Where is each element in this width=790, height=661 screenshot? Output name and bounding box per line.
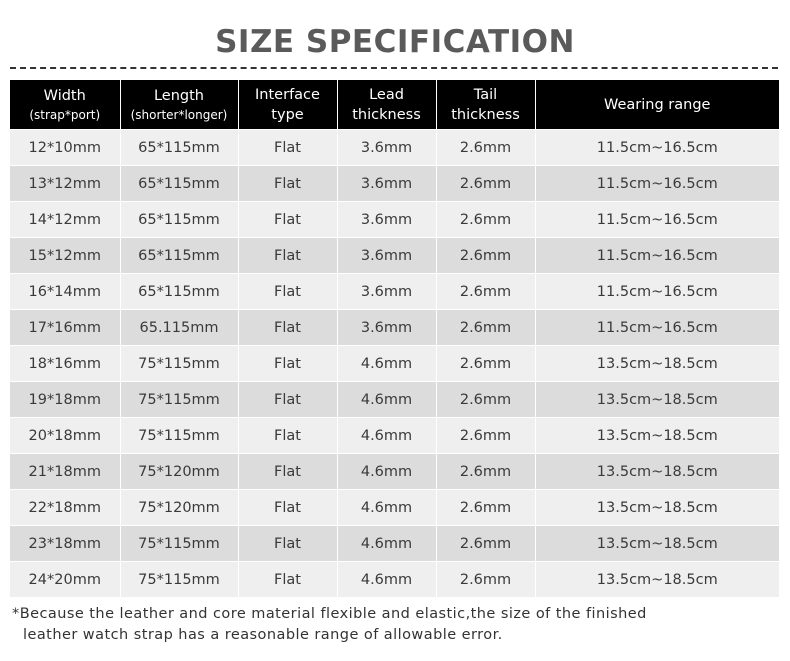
- cell-length: 75*115mm: [120, 346, 238, 382]
- cell-wearing-range: 13.5cm~18.5cm: [535, 382, 779, 418]
- cell-interface-type: Flat: [238, 166, 337, 202]
- page-title: SIZE SPECIFICATION: [215, 24, 575, 60]
- cell-width: 20*18mm: [10, 418, 120, 454]
- cell-interface-type: Flat: [238, 310, 337, 346]
- table-header-row: [10, 80, 779, 130]
- cell-wearing-range: 13.5cm~18.5cm: [535, 454, 779, 490]
- cell-wearing-range: 13.5cm~18.5cm: [535, 418, 779, 454]
- cell-wearing-range: 13.5cm~18.5cm: [535, 346, 779, 382]
- cell-width: 21*18mm: [10, 454, 120, 490]
- cell-lead-thickness: 4.6mm: [337, 526, 436, 562]
- table-row: [10, 202, 779, 238]
- table-row: [10, 310, 779, 346]
- cell-interface-type: Flat: [238, 202, 337, 238]
- cell-tail-thickness: 2.6mm: [436, 526, 535, 562]
- cell-wearing-range: 11.5cm~16.5cm: [535, 166, 779, 202]
- cell-width: 23*18mm: [10, 526, 120, 562]
- table-row: [10, 418, 779, 454]
- cell-wearing-range: 13.5cm~18.5cm: [535, 490, 779, 526]
- cell-width: 24*20mm: [10, 562, 120, 598]
- footnote-line-2: leather watch strap has a reasonable range of allowable error.: [23, 627, 503, 643]
- cell-lead-thickness: 4.6mm: [337, 490, 436, 526]
- table-row: [10, 274, 779, 310]
- size-specification-table: [10, 80, 779, 597]
- cell-tail-thickness: 2.6mm: [436, 130, 535, 166]
- cell-width: 18*16mm: [10, 346, 120, 382]
- header-label: Interface: [255, 86, 320, 103]
- cell-lead-thickness: 3.6mm: [337, 202, 436, 238]
- cell-tail-thickness: 2.6mm: [436, 562, 535, 598]
- table-body: [10, 130, 779, 598]
- header-label: Width: [43, 87, 86, 104]
- cell-length: 65*115mm: [120, 238, 238, 274]
- cell-tail-thickness: 2.6mm: [436, 346, 535, 382]
- cell-length: 75*120mm: [120, 490, 238, 526]
- cell-length: 65.115mm: [120, 310, 238, 346]
- header-wearing-range: [535, 80, 779, 130]
- header-sublabel: (strap*port): [29, 107, 101, 122]
- cell-length: 75*115mm: [120, 526, 238, 562]
- cell-wearing-range: 13.5cm~18.5cm: [535, 526, 779, 562]
- cell-width: 17*16mm: [10, 310, 120, 346]
- cell-tail-thickness: 2.6mm: [436, 238, 535, 274]
- table-row: [10, 130, 779, 166]
- cell-tail-thickness: 2.6mm: [436, 310, 535, 346]
- header-lead-thickness: [337, 80, 436, 130]
- cell-tail-thickness: 2.6mm: [436, 454, 535, 490]
- cell-wearing-range: 11.5cm~16.5cm: [535, 238, 779, 274]
- cell-interface-type: Flat: [238, 274, 337, 310]
- cell-wearing-range: 11.5cm~16.5cm: [535, 274, 779, 310]
- cell-length: 75*115mm: [120, 382, 238, 418]
- table-row: [10, 454, 779, 490]
- footnote: [12, 604, 782, 646]
- header-sublabel: thickness: [451, 106, 520, 123]
- cell-lead-thickness: 3.6mm: [337, 310, 436, 346]
- header-length: [120, 80, 238, 130]
- cell-length: 75*115mm: [120, 562, 238, 598]
- cell-wearing-range: 11.5cm~16.5cm: [535, 202, 779, 238]
- cell-width: 22*18mm: [10, 490, 120, 526]
- cell-lead-thickness: 4.6mm: [337, 418, 436, 454]
- cell-length: 65*115mm: [120, 130, 238, 166]
- cell-length: 65*115mm: [120, 202, 238, 238]
- table-row: [10, 562, 779, 598]
- cell-interface-type: Flat: [238, 382, 337, 418]
- table-row: [10, 166, 779, 202]
- cell-tail-thickness: 2.6mm: [436, 274, 535, 310]
- cell-lead-thickness: 3.6mm: [337, 238, 436, 274]
- cell-tail-thickness: 2.6mm: [436, 166, 535, 202]
- header-width: [10, 80, 120, 130]
- cell-width: 15*12mm: [10, 238, 120, 274]
- cell-interface-type: Flat: [238, 418, 337, 454]
- header-label: Lead: [369, 86, 404, 103]
- cell-tail-thickness: 2.6mm: [436, 490, 535, 526]
- cell-length: 75*115mm: [120, 418, 238, 454]
- dashed-divider: [10, 67, 778, 69]
- cell-lead-thickness: 4.6mm: [337, 346, 436, 382]
- cell-tail-thickness: 2.6mm: [436, 418, 535, 454]
- cell-lead-thickness: 3.6mm: [337, 130, 436, 166]
- cell-width: 19*18mm: [10, 382, 120, 418]
- cell-lead-thickness: 4.6mm: [337, 454, 436, 490]
- cell-tail-thickness: 2.6mm: [436, 202, 535, 238]
- cell-wearing-range: 13.5cm~18.5cm: [535, 562, 779, 598]
- cell-interface-type: Flat: [238, 130, 337, 166]
- footnote-line-1: *Because the leather and core material flexible and elastic,the size of the finished: [12, 606, 647, 622]
- header-label: Wearing range: [604, 96, 711, 113]
- cell-interface-type: Flat: [238, 346, 337, 382]
- cell-length: 65*115mm: [120, 166, 238, 202]
- cell-lead-thickness: 3.6mm: [337, 274, 436, 310]
- header-sublabel: type: [271, 106, 304, 123]
- cell-lead-thickness: 3.6mm: [337, 166, 436, 202]
- table-row: [10, 346, 779, 382]
- cell-width: 14*12mm: [10, 202, 120, 238]
- table-row: [10, 382, 779, 418]
- cell-interface-type: Flat: [238, 526, 337, 562]
- cell-length: 65*115mm: [120, 274, 238, 310]
- cell-wearing-range: 11.5cm~16.5cm: [535, 130, 779, 166]
- cell-interface-type: Flat: [238, 490, 337, 526]
- cell-length: 75*120mm: [120, 454, 238, 490]
- cell-lead-thickness: 4.6mm: [337, 382, 436, 418]
- cell-width: 13*12mm: [10, 166, 120, 202]
- cell-interface-type: Flat: [238, 238, 337, 274]
- table-row: [10, 490, 779, 526]
- cell-width: 12*10mm: [10, 130, 120, 166]
- cell-lead-thickness: 4.6mm: [337, 562, 436, 598]
- header-label: Length: [153, 87, 204, 104]
- cell-width: 16*14mm: [10, 274, 120, 310]
- table-row: [10, 526, 779, 562]
- header-tail-thickness: [436, 80, 535, 130]
- table-row: [10, 238, 779, 274]
- cell-tail-thickness: 2.6mm: [436, 382, 535, 418]
- header-sublabel: thickness: [352, 106, 421, 123]
- cell-interface-type: Flat: [238, 454, 337, 490]
- cell-interface-type: Flat: [238, 562, 337, 598]
- cell-wearing-range: 11.5cm~16.5cm: [535, 310, 779, 346]
- header-sublabel: (shorter*longer): [130, 107, 228, 122]
- header-label: Tail: [473, 86, 498, 103]
- header-interface-type: [238, 80, 337, 130]
